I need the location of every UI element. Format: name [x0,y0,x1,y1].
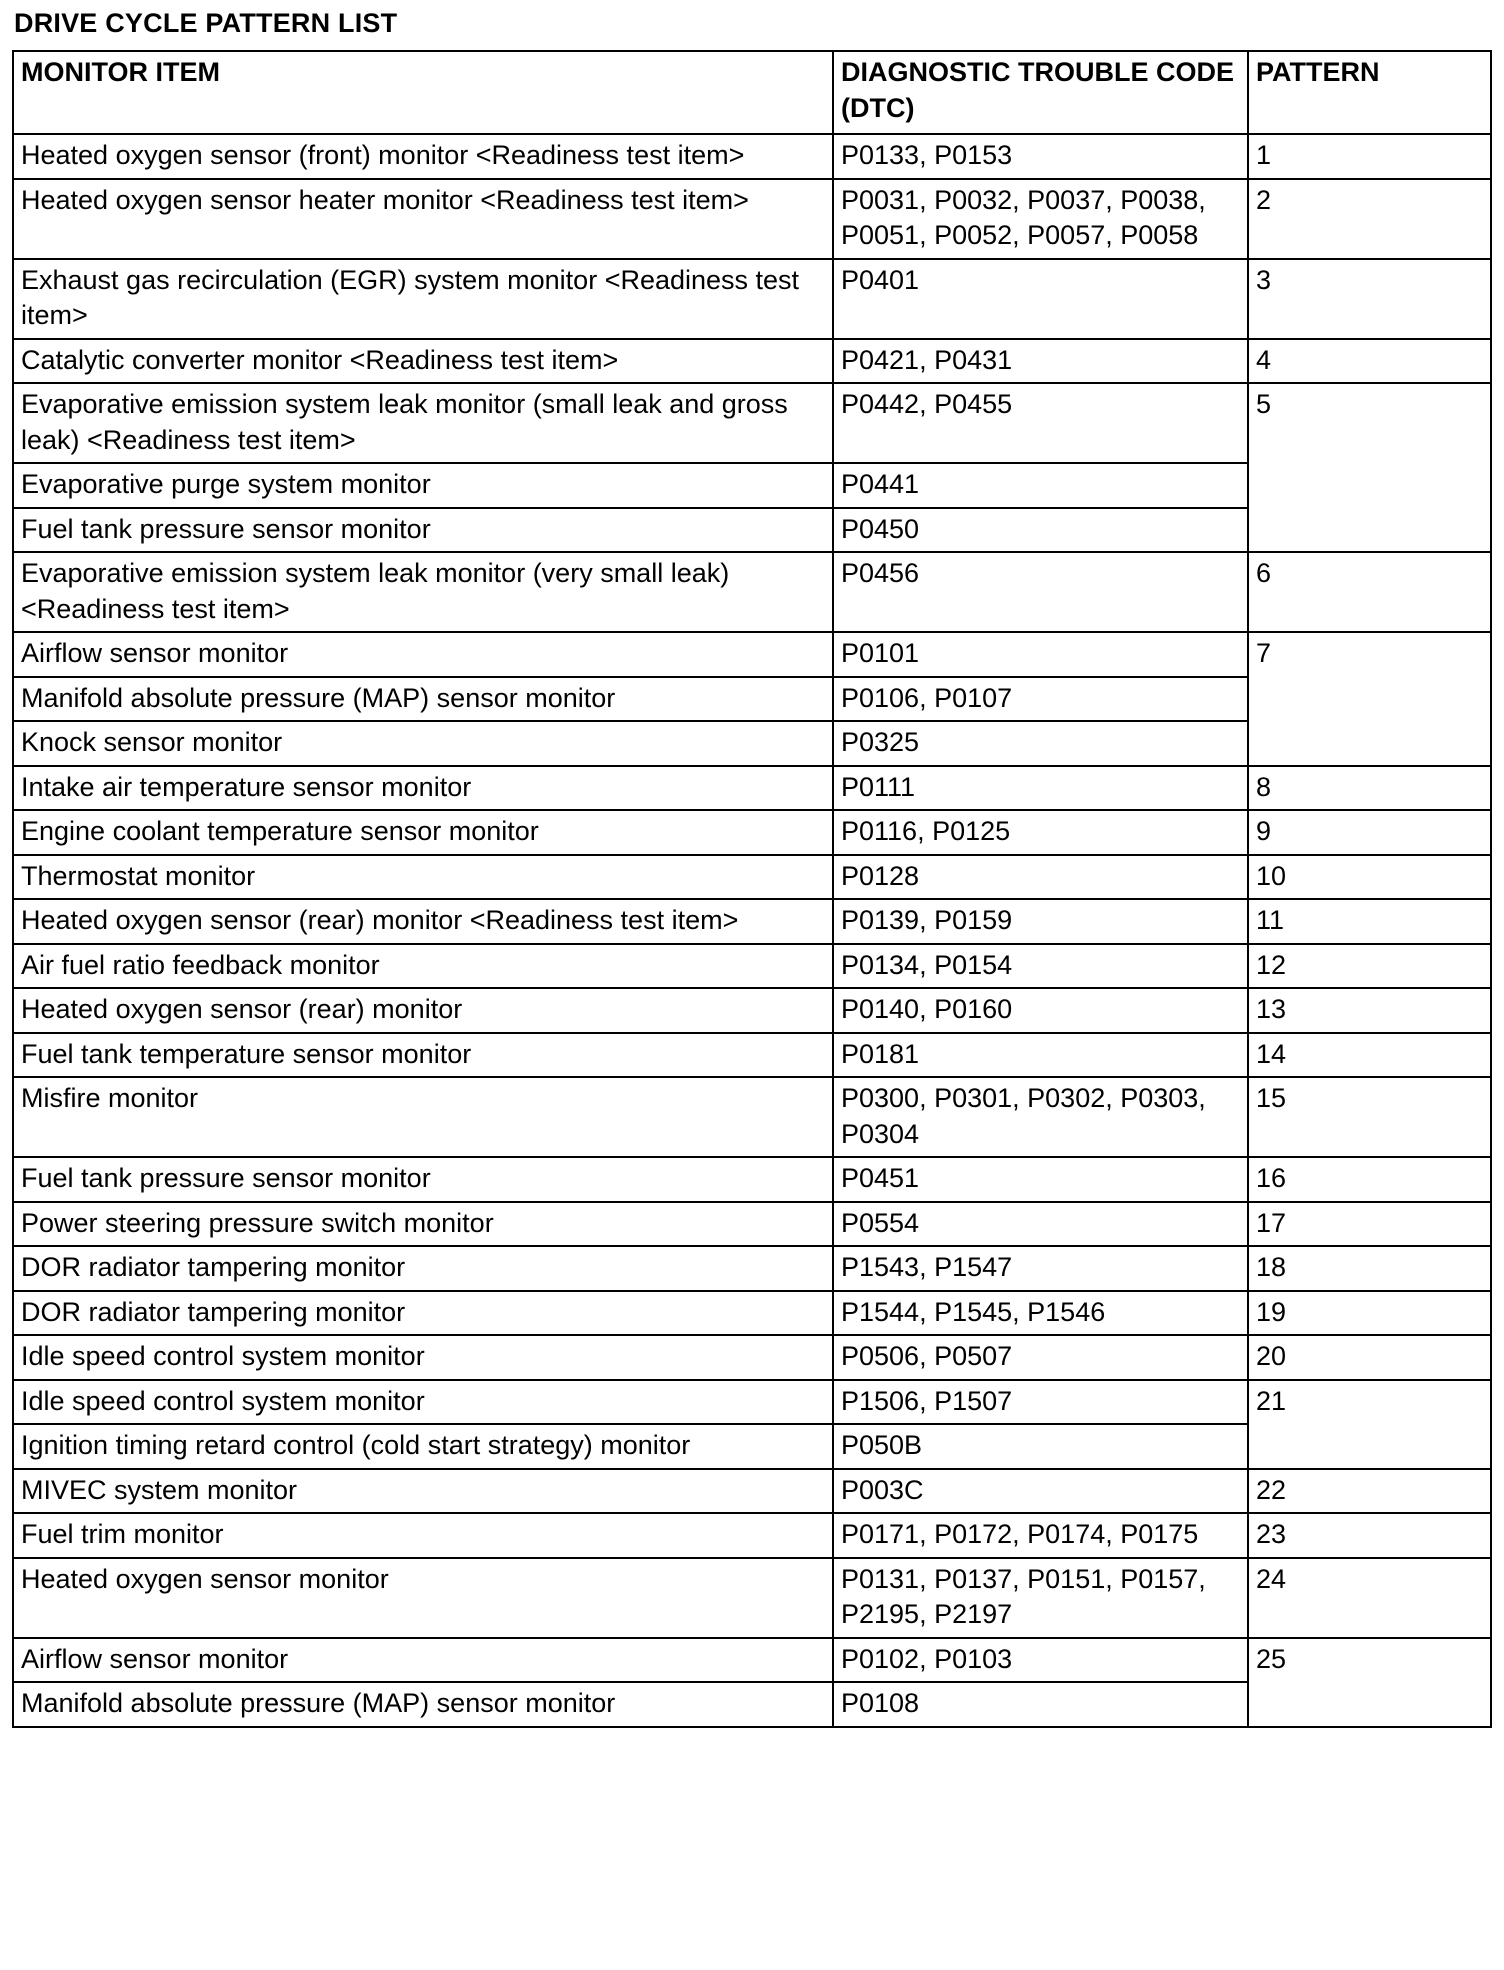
pattern-cell: 5 [1248,383,1491,552]
monitor-item-cell: Manifold absolute pressure (MAP) sensor monitor [13,1682,833,1727]
dtc-cell: P0108 [833,1682,1248,1727]
monitor-item-cell: Power steering pressure switch monitor [13,1202,833,1247]
dtc-cell: P003C [833,1469,1248,1514]
table-row [13,259,1491,339]
monitor-item-cell: Airflow sensor monitor [13,1638,833,1683]
pattern-cell: 11 [1248,899,1491,944]
table-row [13,1157,1491,1202]
monitor-item-cell: Fuel trim monitor [13,1513,833,1558]
header-pattern: PATTERN [1248,51,1491,134]
table-row [13,1335,1491,1380]
dtc-cell: P0140, P0160 [833,988,1248,1033]
table-row [13,1469,1491,1514]
pattern-cell: 21 [1248,1380,1491,1469]
monitor-item-cell: Airflow sensor monitor [13,632,833,677]
table-row [13,988,1491,1033]
pattern-cell: 10 [1248,855,1491,900]
dtc-cell: P0554 [833,1202,1248,1247]
dtc-cell: P0102, P0103 [833,1638,1248,1683]
monitor-item-cell: Air fuel ratio feedback monitor [13,944,833,989]
pattern-cell: 3 [1248,259,1491,339]
dtc-cell: P0116, P0125 [833,810,1248,855]
monitor-item-cell: Idle speed control system monitor [13,1380,833,1425]
dtc-cell: P1544, P1545, P1546 [833,1291,1248,1336]
monitor-item-cell: Heated oxygen sensor (rear) monitor [13,988,833,1033]
table-row [13,1077,1491,1157]
dtc-cell: P0134, P0154 [833,944,1248,989]
header-dtc: DIAGNOSTIC TROUBLE CODE (DTC) [833,51,1248,134]
header-monitor-item: MONITOR ITEM [13,51,833,134]
monitor-item-cell: Engine coolant temperature sensor monitor [13,810,833,855]
monitor-item-cell: Idle speed control system monitor [13,1335,833,1380]
dtc-cell: P050B [833,1424,1248,1469]
pattern-cell: 2 [1248,179,1491,259]
pattern-cell: 7 [1248,632,1491,766]
table-row [13,179,1491,259]
table-row [13,899,1491,944]
monitor-item-cell: Heated oxygen sensor (front) monitor <Readiness test item> [13,134,833,179]
monitor-item-cell: Thermostat monitor [13,855,833,900]
dtc-cell: P0442, P0455 [833,383,1248,463]
pattern-cell: 12 [1248,944,1491,989]
monitor-item-cell: Misfire monitor [13,1077,833,1157]
dtc-cell: P0325 [833,721,1248,766]
dtc-cell: P0131, P0137, P0151, P0157, P2195, P2197 [833,1558,1248,1638]
dtc-cell: P0421, P0431 [833,339,1248,384]
table-row [13,339,1491,384]
table-row [13,766,1491,811]
table-row [13,855,1491,900]
table-row [13,632,1491,677]
pattern-cell: 8 [1248,766,1491,811]
table-row [13,1638,1491,1683]
table-header-row [13,51,1491,134]
dtc-cell: P0451 [833,1157,1248,1202]
monitor-item-cell: Manifold absolute pressure (MAP) sensor monitor [13,677,833,722]
table-row [13,134,1491,179]
document-title: DRIVE CYCLE PATTERN LIST [14,8,398,38]
dtc-cell: P0031, P0032, P0037, P0038, P0051, P0052, P0057, P0058 [833,179,1248,259]
dtc-cell: P0171, P0172, P0174, P0175 [833,1513,1248,1558]
dtc-cell: P0441 [833,463,1248,508]
dtc-cell: P0133, P0153 [833,134,1248,179]
dtc-cell: P1543, P1547 [833,1246,1248,1291]
dtc-cell: P1506, P1507 [833,1380,1248,1425]
dtc-cell: P0300, P0301, P0302, P0303, P0304 [833,1077,1248,1157]
pattern-cell: 23 [1248,1513,1491,1558]
table-row [13,1513,1491,1558]
monitor-item-cell: Fuel tank temperature sensor monitor [13,1033,833,1078]
table-row [13,944,1491,989]
pattern-cell: 19 [1248,1291,1491,1336]
monitor-item-cell: MIVEC system monitor [13,1469,833,1514]
dtc-cell: P0456 [833,552,1248,632]
pattern-cell: 13 [1248,988,1491,1033]
dtc-cell: P0106, P0107 [833,677,1248,722]
monitor-item-cell: DOR radiator tampering monitor [13,1291,833,1336]
monitor-item-cell: Catalytic converter monitor <Readiness test item> [13,339,833,384]
table-row [13,1246,1491,1291]
table-row [13,1380,1491,1425]
pattern-cell: 22 [1248,1469,1491,1514]
dtc-cell: P0139, P0159 [833,899,1248,944]
pattern-cell: 14 [1248,1033,1491,1078]
pattern-cell: 16 [1248,1157,1491,1202]
table-body [13,134,1491,1727]
dtc-cell: P0128 [833,855,1248,900]
pattern-cell: 20 [1248,1335,1491,1380]
monitor-item-cell: Ignition timing retard control (cold start strategy) monitor [13,1424,833,1469]
pattern-cell: 17 [1248,1202,1491,1247]
pattern-cell: 24 [1248,1558,1491,1638]
pattern-cell: 15 [1248,1077,1491,1157]
monitor-item-cell: Intake air temperature sensor monitor [13,766,833,811]
pattern-cell: 6 [1248,552,1491,632]
dtc-cell: P0181 [833,1033,1248,1078]
table-row [13,1202,1491,1247]
monitor-item-cell: DOR radiator tampering monitor [13,1246,833,1291]
table-row [13,552,1491,632]
monitor-item-cell: Fuel tank pressure sensor monitor [13,508,833,553]
pattern-cell: 25 [1248,1638,1491,1727]
monitor-item-cell: Exhaust gas recirculation (EGR) system monitor <Readiness test item> [13,259,833,339]
dtc-cell: P0401 [833,259,1248,339]
dtc-cell: P0450 [833,508,1248,553]
monitor-item-cell: Knock sensor monitor [13,721,833,766]
monitor-item-cell: Heated oxygen sensor monitor [13,1558,833,1638]
drive-cycle-table [12,50,1492,1728]
monitor-item-cell: Evaporative purge system monitor [13,463,833,508]
pattern-cell: 4 [1248,339,1491,384]
dtc-cell: P0506, P0507 [833,1335,1248,1380]
table-row [13,1558,1491,1638]
dtc-cell: P0111 [833,766,1248,811]
monitor-item-cell: Heated oxygen sensor heater monitor <Readiness test item> [13,179,833,259]
table-row [13,1291,1491,1336]
monitor-item-cell: Evaporative emission system leak monitor (small leak and gross leak) <Readiness test item> [13,383,833,463]
pattern-cell: 1 [1248,134,1491,179]
table-row [13,810,1491,855]
monitor-item-cell: Fuel tank pressure sensor monitor [13,1157,833,1202]
table-row [13,1033,1491,1078]
dtc-cell: P0101 [833,632,1248,677]
pattern-cell: 9 [1248,810,1491,855]
monitor-item-cell: Evaporative emission system leak monitor (very small leak) <Readiness test item> [13,552,833,632]
table-row [13,383,1491,463]
pattern-cell: 18 [1248,1246,1491,1291]
monitor-item-cell: Heated oxygen sensor (rear) monitor <Readiness test item> [13,899,833,944]
